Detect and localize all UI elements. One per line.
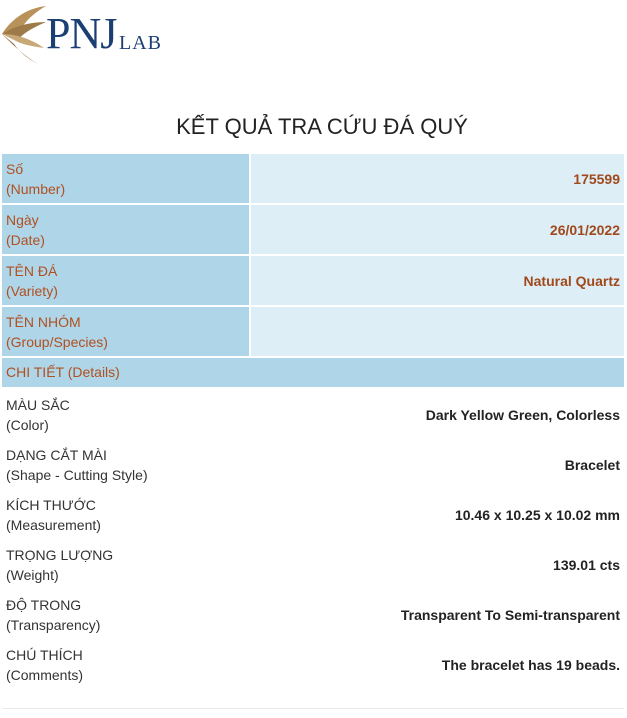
pnj-lab-logo[interactable] bbox=[0, 0, 165, 95]
detail-value: 10.46 x 10.25 x 10.02 mm bbox=[454, 507, 620, 523]
detail-label: KÍCH THƯỚC (Measurement) bbox=[6, 497, 101, 533]
detail-value: Transparent To Semi-transparent bbox=[400, 607, 620, 623]
detail-row-shape bbox=[2, 440, 624, 490]
detail-label: MÀU SẮC (Color) bbox=[6, 397, 70, 433]
detail-row-weight bbox=[2, 540, 624, 590]
detail-label: TRỌNG LƯỢNG (Weight) bbox=[6, 547, 114, 583]
logo-brand-text: PNJ bbox=[46, 9, 117, 58]
summary-row-date bbox=[2, 205, 624, 254]
detail-row-transparency bbox=[2, 590, 624, 640]
logo-sub-text: LAB bbox=[119, 32, 162, 54]
detail-value: The bracelet has 19 beads. bbox=[441, 657, 620, 673]
detail-row-comments bbox=[2, 640, 624, 690]
summary-label: Ngày (Date) bbox=[2, 205, 249, 254]
detail-value: 139.01 cts bbox=[553, 557, 620, 573]
logo-mark-icon bbox=[0, 0, 50, 70]
summary-label: TÊN ĐÁ (Variety) bbox=[2, 256, 249, 305]
page-title: KẾT QUẢ TRA CỨU ĐÁ QUÝ bbox=[176, 114, 468, 139]
summary-row-variety bbox=[2, 256, 624, 305]
detail-label: ĐỘ TRONG (Transparency) bbox=[6, 597, 101, 633]
summary-label: Số (Number) bbox=[2, 154, 249, 203]
details-header: CHI TIẾT (Details) bbox=[2, 358, 624, 387]
detail-row-color bbox=[2, 390, 624, 440]
summary-row-group bbox=[2, 307, 624, 356]
detail-value: Bracelet bbox=[564, 457, 620, 473]
detail-label: DẠNG CẮT MÀI (Shape - Cutting Style) bbox=[6, 447, 148, 483]
detail-value: Dark Yellow Green, Colorless bbox=[425, 407, 620, 423]
summary-value: 175599 bbox=[251, 154, 624, 203]
summary-row-number bbox=[2, 154, 624, 203]
summary-label: TÊN NHÓM (Group/Species) bbox=[2, 307, 249, 356]
summary-value: Natural Quartz bbox=[251, 256, 624, 305]
summary-value bbox=[251, 307, 624, 356]
detail-row-measurement bbox=[2, 490, 624, 540]
summary-value: 26/01/2022 bbox=[251, 205, 624, 254]
detail-label: CHÚ THÍCH (Comments) bbox=[6, 647, 84, 683]
footer-divider bbox=[2, 708, 624, 709]
